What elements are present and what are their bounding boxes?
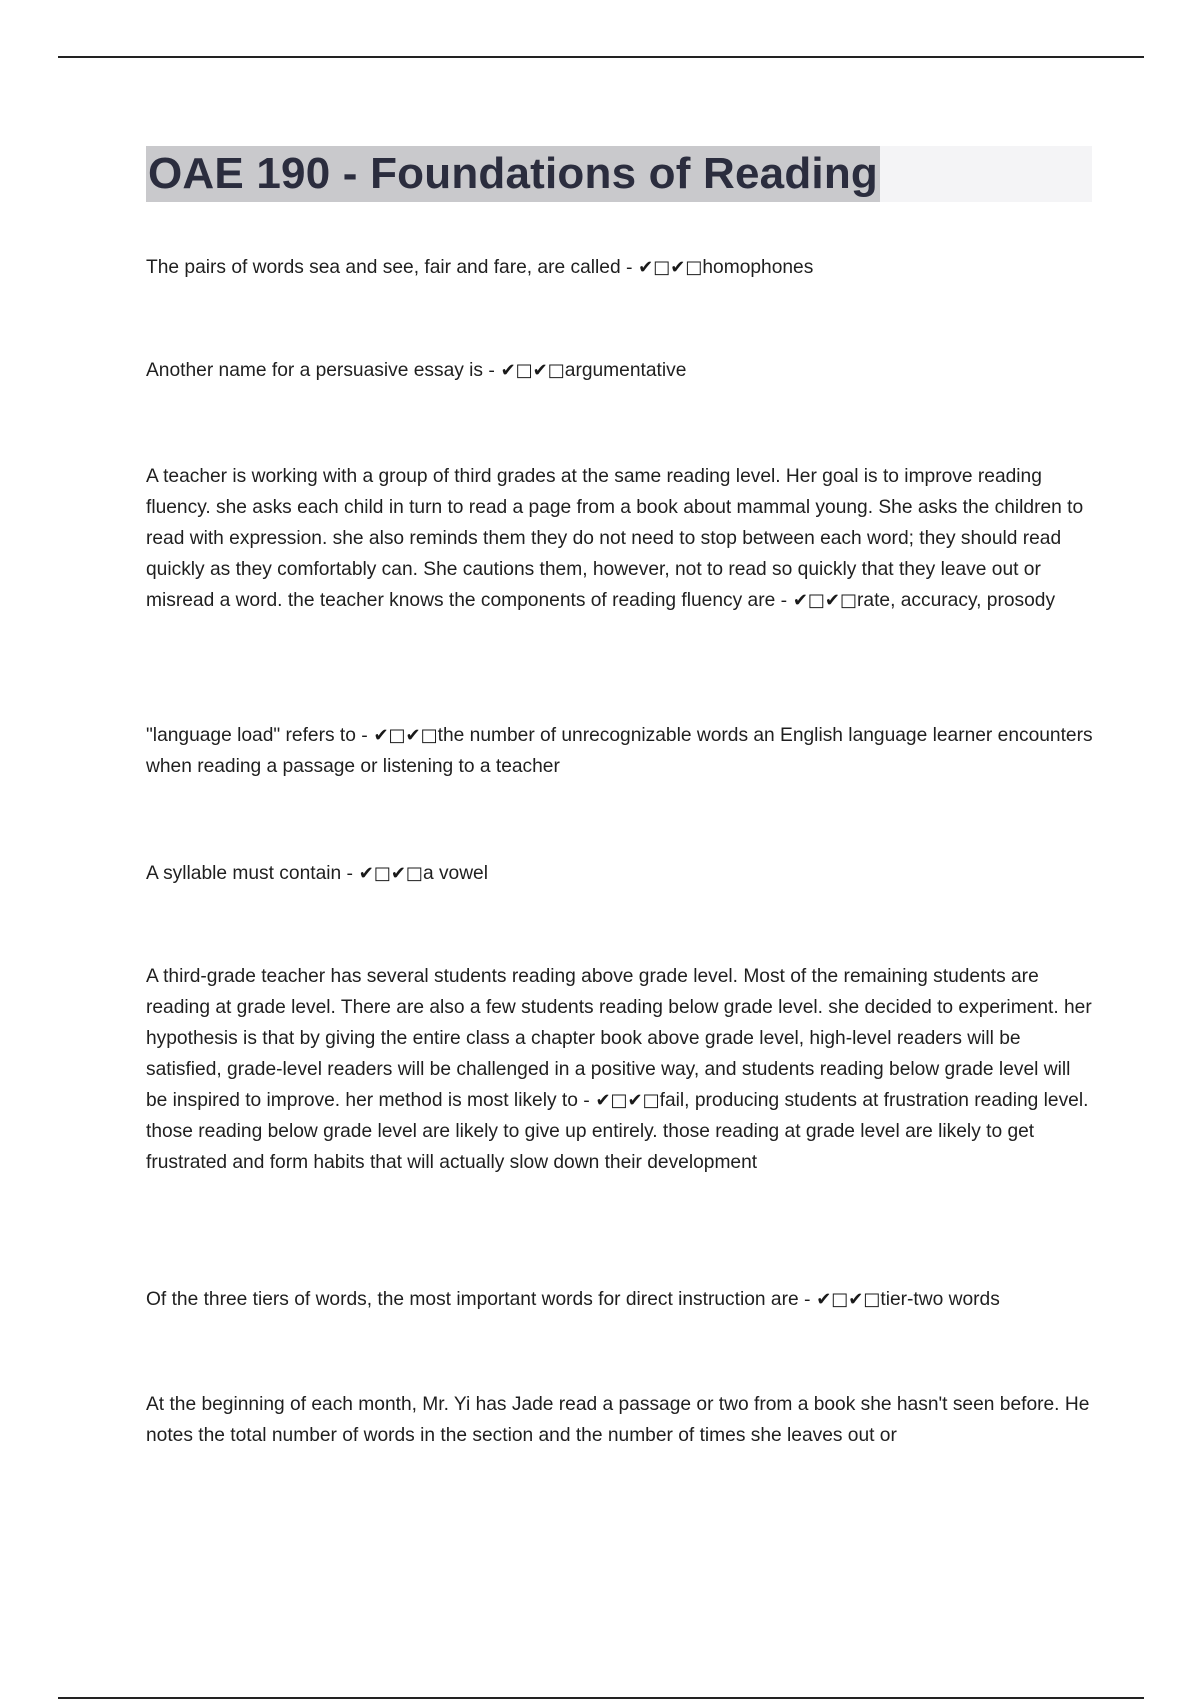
qa-item: [146, 961, 1096, 1178]
question-text: Another name for a persuasive essay is: [146, 360, 484, 381]
qa-item: [146, 252, 1096, 283]
qa-item: [146, 1284, 1096, 1315]
qa-item: [146, 720, 1096, 782]
question-text: At the beginning of each month, Mr. Yi has Jade read a passage or two from a book she hasn't seen before. He notes the total number of words in the section and the number of times she leaves out or: [146, 1394, 1090, 1446]
page-title: OAE 190 - Foundations of Reading: [146, 146, 880, 202]
answer-text: tier-two words: [880, 1289, 1000, 1310]
answer-text: rate, accuracy, prosody: [857, 590, 1056, 611]
bottom-rule: [58, 1697, 1144, 1699]
check-mark-icon: - ✔□✔□: [625, 257, 703, 278]
question-text: A teacher is working with a group of third grades at the same reading level. Her goal is to improve reading fluency. she asks each child in turn to read a page from a book about mammal young. She asks the children to read with expression. she also reminds them they do not need to stop between each word; they should read quickly as they comfortably can. She cautions them, however, not to read so quickly that they leave out or misread a word. the teacher knows the components of reading fluency are: [146, 466, 1084, 611]
question-text: A third-grade teacher has several students reading above grade level. Most of the remaining students are reading at grade level. There are also a few students reading below grade level. she decided to experiment. her hypothesis is that by giving the entire class a chapter book above grade level, high-level readers will be satisfied, grade-level readers will be challenged in a positive way, and students reading below grade level will be inspired to improve. her method is most likely to: [146, 966, 1092, 1111]
check-mark-icon: - ✔□✔□: [803, 1289, 881, 1310]
check-mark-icon: - ✔□✔□: [361, 725, 438, 746]
qa-item: [146, 858, 1096, 889]
check-mark-icon: - ✔□✔□: [583, 1090, 660, 1111]
answer-text: argumentative: [564, 360, 687, 381]
question-text: The pairs of words sea and see, fair and fare, are called: [146, 257, 621, 278]
check-mark-icon: - ✔□✔□: [346, 863, 423, 884]
question-text: A syllable must contain: [146, 863, 342, 884]
answer-text: homophones: [702, 257, 814, 278]
answer-text: the number of unrecognizable words an English language learner encounters when reading a passage or listening to a teacher: [146, 725, 1093, 777]
question-text: Of the three tiers of words, the most important words for direct instruction are: [146, 1289, 799, 1310]
qa-item: [146, 461, 1096, 616]
qa-item: [146, 1389, 1096, 1451]
qa-item: [146, 355, 1096, 386]
answer-text: fail, producing students at frustration reading level. those reading below grade level are likely to give up entirely. those reading at grade level are likely to get frustrated and form habits that will actually slow down their development: [146, 1090, 1089, 1173]
answer-text: a vowel: [422, 863, 488, 884]
check-mark-icon: - ✔□✔□: [488, 360, 565, 381]
check-mark-icon: - ✔□✔□: [780, 590, 858, 611]
top-rule: [58, 56, 1144, 58]
question-text: "language load" refers to: [146, 725, 356, 746]
